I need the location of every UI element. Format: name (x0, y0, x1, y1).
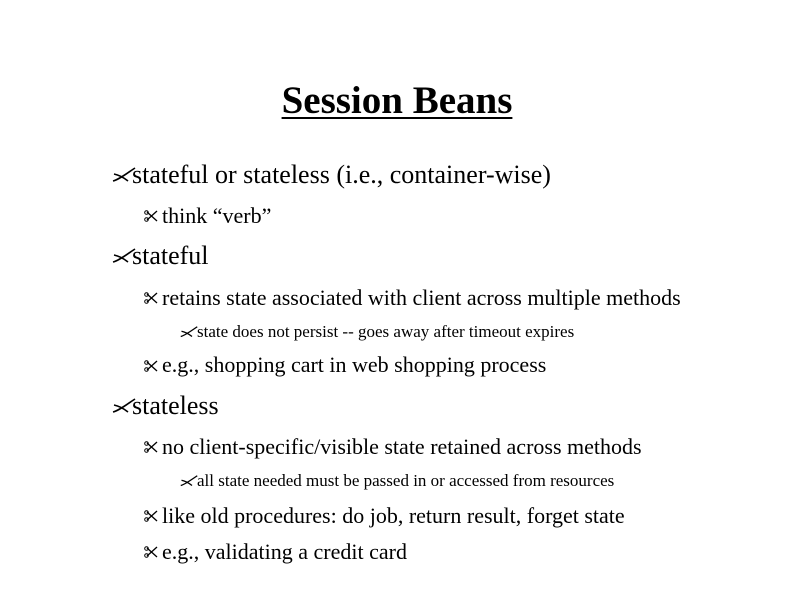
bullet-text-2: think “verb” (162, 203, 272, 228)
scissors-bullet-icon (144, 360, 158, 372)
bullet-text-8: no client-specific/visible state retained across methods (162, 434, 642, 459)
bullet-text-6: e.g., shopping cart in web shopping process (162, 352, 547, 377)
bullet-text-3: stateful (132, 241, 209, 270)
swoosh-bullet-icon (180, 326, 198, 338)
scissors-bullet-icon (144, 441, 158, 453)
bullet-text-5: state does not persist -- goes away after timeout expires (197, 322, 575, 341)
bullet-text-4: retains state associated with client across multiple methods (162, 285, 681, 310)
slide-title: Session Beans (281, 79, 513, 122)
bullet-text-10: like old procedures: do job, return result, forget state (162, 503, 625, 528)
bullet-text-11: e.g., validating a credit card (162, 539, 407, 564)
bullet-text-7: stateless (132, 391, 219, 420)
scissors-bullet-icon (144, 546, 158, 558)
bullet-text-9: all state needed must be passed in or accessed from resources (197, 471, 615, 490)
swoosh-bullet-icon (180, 475, 198, 487)
scissors-bullet-icon (144, 210, 158, 222)
bullet-text-1: stateful or stateless (i.e., container-wise) (132, 160, 551, 189)
scissors-bullet-icon (144, 292, 158, 304)
scissors-bullet-icon (144, 510, 158, 522)
